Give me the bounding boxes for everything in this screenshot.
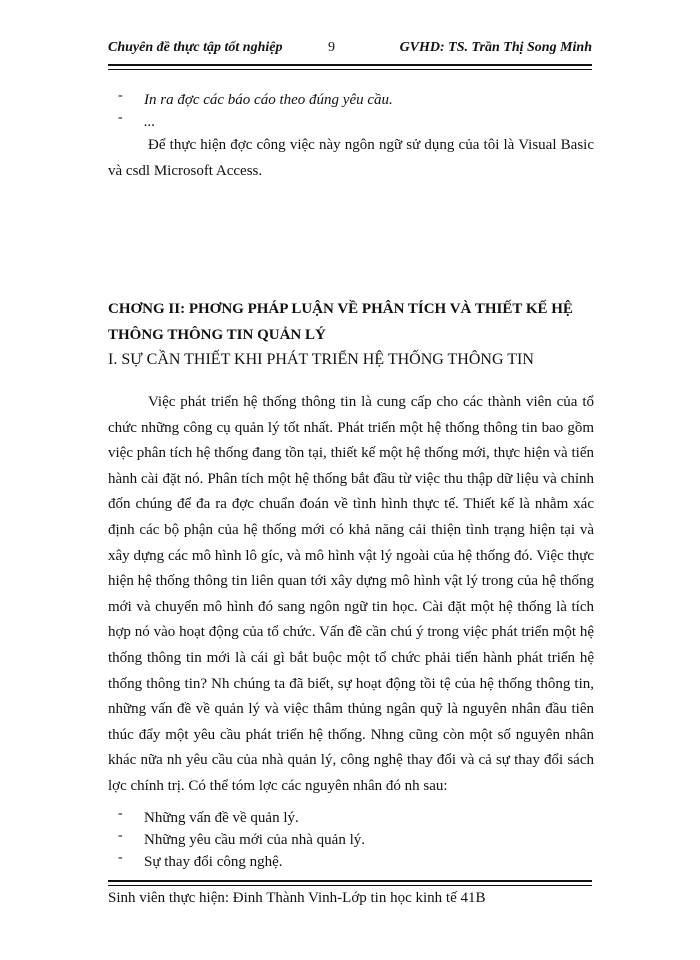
section-title: I. SỰ CẦN THIẾT KHI PHÁT TRIỂN HỆ THỐNG THÔNG TIN <box>108 351 534 368</box>
header-supervisor: GVHD: TS. Trần Thị Song Minh <box>399 40 592 55</box>
list-item-text: Những yêu cầu mới của nhà quản lý. <box>144 832 366 848</box>
bullet-dash: - <box>118 806 123 821</box>
list-item-text: Sự thay đổi công nghệ. <box>144 854 283 870</box>
list-item-text: In ra đợc các báo cáo theo đúng yêu cầu. <box>144 92 393 108</box>
bullet-dash: - <box>118 88 123 103</box>
list-item-text: ... <box>144 114 156 130</box>
footer-divider <box>108 880 592 886</box>
bullet-dash: - <box>118 850 123 865</box>
bullet-dash: - <box>118 110 123 125</box>
main-paragraph: Việc phát triển hệ thống thông tin là cung cấp cho các thành viên của tổ chức những công cụ quản lý tốt nhất. Phát triển một hệ thống thông tin bao gồm việc phân tích hệ thống đang tồn tại, thiết kế một hệ thống mới, thực hiện và tiến hành cài đặt nó. Phân tích một hệ thống bắt đầu từ việc thu thập dữ liệu và chỉnh đốn chúng để đa ra đợc chuẩn đoán về tình hình thực tế. Thiết kế là nhằm xác định các bộ phận của hệ thống mới có khả năng cải thiện tình trạng hiện tại và xây dựng các mô hình lô gíc, và mô hình vật lý ngoài của hệ thống đó. Việc thực hiện hệ thống thông tin liên quan tới xây dựng mô hình vật lý trong của hệ thống mới và chuyển mô hình đó sang ngôn ngữ tin học. Cài đặt một hệ thống là tích hợp nó vào hoạt động của tổ chức. Vấn đề cần chú ý trong việc phát triển một hệ thống thông tin mới là cái gì bắt buộc một tổ chức phải tiến hành phát triển hệ thống thông tin? Nh chúng ta đã biết, sự hoạt động tồi tệ của hệ thống thông tin, những vấn đề về quản lý và việc thâm thủng ngân quỹ là nguyên nhân đầu tiên thúc đẩy một yêu cầu phát triển hệ thống. Nhng cũng còn một số nguyên nhân khác nữa nh yêu cầu của nhà quản lý, công nghệ thay đổi và cả sự thay đổi sách lợc chính trị. Có thể tóm lợc các nguyên nhân đó nh sau: <box>108 394 594 794</box>
list-item-text: Những vấn đề về quản lý. <box>144 810 299 826</box>
intro-paragraph: Để thực hiện đợc công việc này ngôn ngữ sử dụng của tôi là Visual Basic và csdl Microsoft Access. <box>108 137 594 179</box>
bullet-dash: - <box>118 828 123 843</box>
chapter-title: CHƠNG II: PHƠNG PHÁP LUẬN VỀ PHÂN TÍCH VÀ THIẾT KẾ HỆ THÔNG THÔNG TIN QUẢN LÝ <box>108 301 573 343</box>
page-number: 9 <box>328 40 335 55</box>
page-footer: Sinh viên thực hiện: Đinh Thành Vinh-Lớp tin học kinh tế 41B <box>108 890 486 906</box>
header-topic: Chuyên đề thực tập tốt nghiệp <box>108 40 283 55</box>
header-divider <box>108 64 592 70</box>
